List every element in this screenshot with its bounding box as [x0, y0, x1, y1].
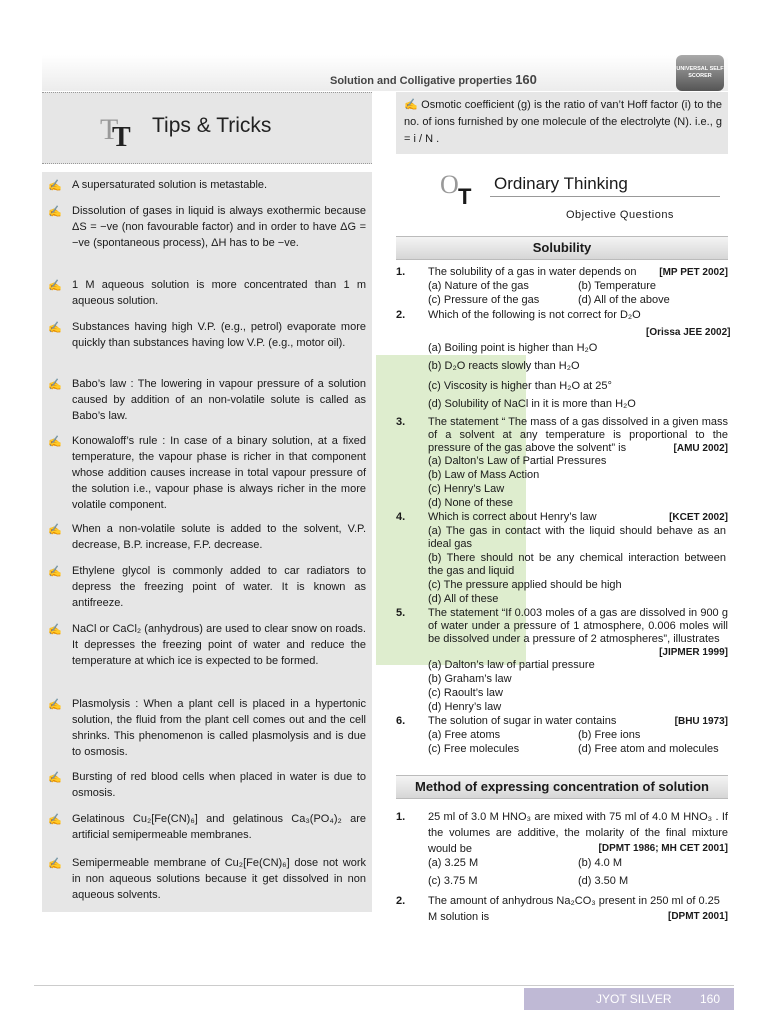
option: (c) Free molecules	[428, 743, 520, 755]
option: (a) Dalton’s Law of Partial Pressures	[428, 455, 607, 467]
pen-icon: ✍	[48, 322, 62, 334]
tip-item: ✍ Konowaloff’s rule : In case of a binary solution, at a fixed temperature, the vapour phase is richer in that component whose addition causes increase in total vapour pressure of the solution i.e., vapour phase is always richer in the more volatile component.	[48, 435, 366, 511]
tip-item: ✍ 1 M aqueous solution is more concentrated than 1 m aqueous solution.	[48, 279, 366, 307]
option: (d) Solubility of NaCl in it is more than H₂O	[428, 398, 636, 410]
option: (c) Pressure of the gas	[428, 294, 540, 306]
option: (d) None of these	[428, 497, 513, 509]
option: (b) Free ions	[578, 729, 641, 741]
header-page-number: 160	[515, 72, 537, 87]
tip-item: ✍ Ethylene glycol is commonly added to car radiators to depress the freezing point of water. It is known as antifreeze.	[48, 565, 366, 609]
universal-self-scorer-badge: UNIVERSAL SELF SCORER	[676, 55, 724, 91]
option: (d) All of the above	[578, 294, 670, 306]
option: (b) Law of Mass Action	[428, 469, 540, 481]
footer-brand: JYOT SILVER	[596, 992, 672, 1006]
ordinary-subtitle: Objective Questions	[566, 209, 674, 221]
tip-item: ✍ When a non-volatile solute is added to the solvent, V.P. decrease, B.P. increase, F.P. decrease.	[48, 523, 366, 551]
tip-item: ✍ Plasmolysis : When a plant cell is placed in a hypertonic solution, the fluid from the plant cell comes out and the cell shrinks. This phenomenon is called plasmolysis and is due to osmosis.	[48, 698, 366, 758]
option: (b) 4.0 M	[578, 857, 623, 869]
question-6: 6. The solution of sugar in water contains [BHU 1973]	[396, 715, 728, 727]
divider	[490, 196, 720, 197]
page-header-title	[330, 72, 537, 87]
pen-icon: ✍	[404, 99, 422, 111]
option: (c) 3.75 M	[428, 875, 478, 887]
question-4: 4. Which is correct about Henry’s law [KCET 2002]	[396, 511, 728, 523]
option: (b) There should not be any chemical interaction between the gas and liquid	[428, 552, 726, 577]
pen-icon: ✍	[48, 699, 62, 711]
footer-page-number: 160	[700, 992, 721, 1006]
question-5: 5. The statement “If 0.003 moles of a gas are dissolved in 900 g of water under a pressure of 1 atmosphere, 0.006 moles will be dissolved under a pressure of 2 atmospheres”, illustrates [JIPMER 1999]	[396, 607, 728, 658]
tip-item: ✍ Dissolution of gases in liquid is always exothermic because ΔS = −ve (non favourable factor) and in order to have ΔG = −ve (spontaneous process), ΔH has to be −ve.	[48, 205, 366, 249]
ot-logo-icon: O	[440, 170, 459, 199]
osmotic-tip: ✍ Osmotic coefficient (g) is the ratio of van’t Hoff factor (i) to the no. of ions furnished by one molecule of the electrolyte (N). i.e., g = i / N .	[404, 99, 722, 145]
pen-icon: ✍	[48, 772, 62, 784]
tip-item: ✍ Bursting of red blood cells when placed in water is due to osmosis.	[48, 771, 366, 799]
tip-item: ✍ Gelatinous Cu₂[Fe(CN)₆] and gelatinous Ca₃(PO₄)₂ are artificial semipermeable membranes.	[48, 813, 366, 841]
section-heading-concentration: Method of expressing concentration of solution	[396, 775, 728, 799]
option: (b) Graham’s law	[428, 673, 512, 685]
option: (c) Henry’s Law	[428, 483, 505, 495]
option: (a) The gas in contact with the liquid should behave as an ideal gas	[428, 525, 726, 550]
pen-icon: ✍	[48, 624, 62, 636]
question-2: 2. Which of the following is not correct for D₂O	[396, 309, 641, 321]
tip-item: ✍ Babo’s law : The lowering in vapour pressure of a solution caused by addition of an non-volatile solute is called as Babo’s law.	[48, 378, 366, 422]
question-source: [Orissa JEE 2002]	[646, 327, 731, 338]
option: (d) All of these	[428, 593, 499, 605]
ot-logo-icon-front: T	[458, 184, 472, 209]
section-heading-solubility: Solubility	[396, 236, 728, 260]
footer-divider	[34, 985, 734, 986]
option: (a) Dalton’s law of partial pressure	[428, 659, 595, 671]
question-1: 1. The solubility of a gas in water depends on [MP PET 2002]	[396, 266, 728, 278]
footer-band	[524, 988, 734, 1010]
pen-icon: ✍	[48, 379, 62, 391]
ordinary-title: Ordinary Thinking	[494, 174, 628, 193]
tip-item: ✍ A supersaturated solution is metastable.	[48, 179, 268, 192]
question-c1: 1. 25 ml of 3.0 M HNO₃ are mixed with 75 ml of 4.0 M HNO₃ . If the volumes are additive, the molarity of the final mixture would be [DPMT 1986; MH CET 2001]	[396, 811, 728, 855]
option: (c) Raoult’s law	[428, 687, 503, 699]
pen-icon: ✍	[48, 206, 62, 218]
pen-icon: ✍	[48, 566, 62, 578]
tt-logo-icon-front: T	[112, 122, 131, 153]
question-3: 3. The statement “ The mass of a gas dissolved in a given mass of a solvent at any temperature is proportional to the pressure of the gas above the solvent” is [AMU 2002]	[396, 416, 728, 454]
pen-icon: ✍	[48, 436, 62, 448]
pen-icon: ✍	[48, 524, 62, 536]
option: (d) Henry’s law	[428, 701, 502, 713]
pen-icon: ✍	[48, 280, 62, 292]
option: (b) Temperature	[578, 280, 657, 292]
option: (a) Free atoms	[428, 729, 501, 741]
tip-item: ✍ NaCl or CaCl₂ (anhydrous) are used to clear snow on roads. It depresses the freezing point of water and reduce the temperature at which ice is expected to be formed.	[48, 623, 366, 667]
pen-icon: ✍	[48, 858, 62, 870]
option: (d) Free atom and molecules	[578, 743, 719, 755]
tips-title: Tips & Tricks	[152, 114, 272, 137]
option: (a) Boiling point is higher than H₂O	[428, 342, 598, 354]
option: (a) Nature of the gas	[428, 280, 529, 292]
pen-icon: ✍	[48, 180, 62, 192]
tip-item: ✍ Substances having high V.P. (e.g., petrol) evaporate more quickly than substances having low V.P. (e.g., motor oil).	[48, 321, 366, 349]
option: (d) 3.50 M	[578, 875, 629, 887]
tip-item: ✍ Semipermeable membrane of Cu₂[Fe(CN)₆] dose not work in non aqueous solutions because it get dissolved in non aqueous solvents.	[48, 857, 366, 901]
option: (c) Viscosity is higher than H₂O at 25°	[428, 380, 612, 392]
option: (a) 3.25 M	[428, 857, 479, 869]
option: (b) D₂O reacts slowly than H₂O	[428, 360, 580, 372]
question-c2: 2. The amount of anhydrous Na₂CO₃ present in 250 ml of 0.25 M solution is [DPMT 2001]	[396, 895, 728, 923]
pen-icon: ✍	[48, 814, 62, 826]
tt-logo-icon: T	[100, 113, 119, 146]
header-title: Solution and Colligative properties	[330, 75, 513, 87]
option: (c) The pressure applied should be high	[428, 579, 622, 591]
